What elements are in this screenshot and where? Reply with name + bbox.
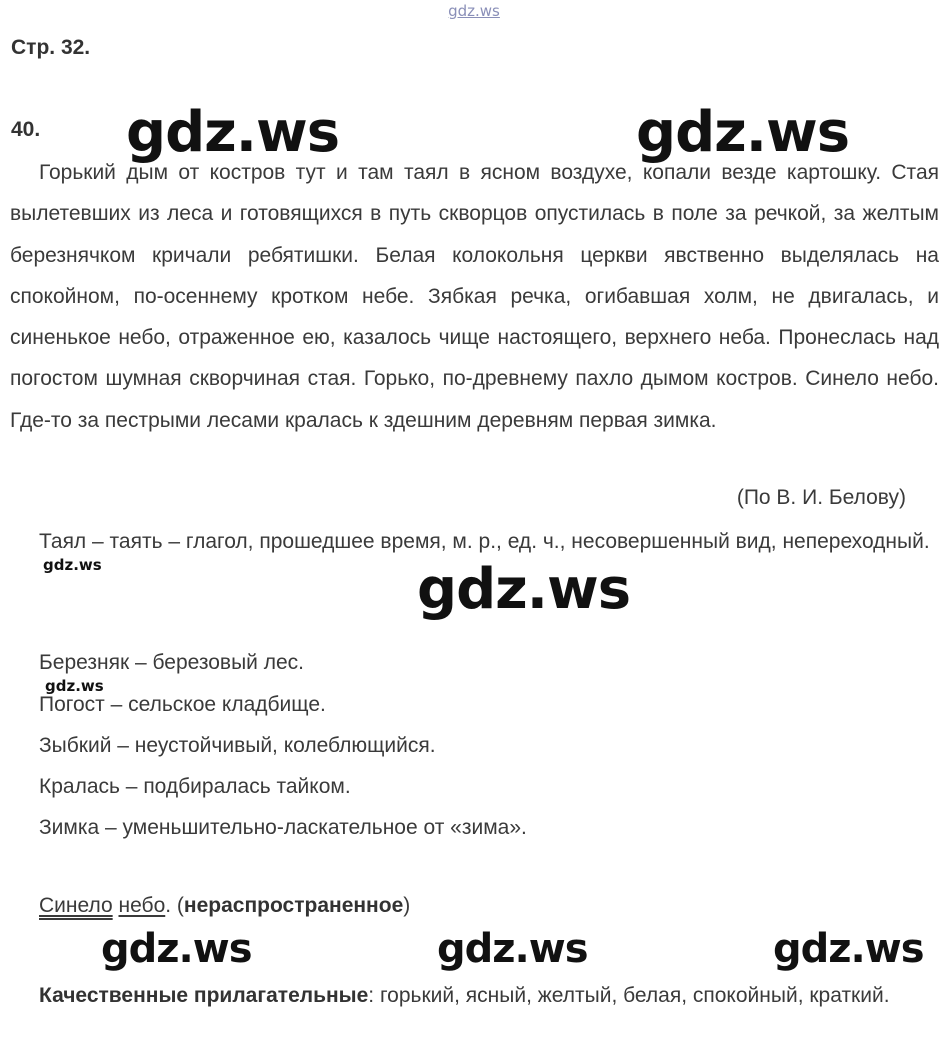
glossary-item: Погост – сельское кладбище. — [39, 693, 326, 716]
sentence-type: нераспространенное — [183, 894, 404, 917]
watermark-large: gdz.ws — [636, 100, 850, 165]
watermark-small: gdz.ws — [45, 677, 104, 695]
watermark-large: gdz.ws — [417, 557, 631, 622]
glossary-item: Зимка – уменьшительно-ласкательное от «зима». — [39, 816, 527, 839]
watermark-top[interactable]: gdz.ws — [448, 2, 500, 20]
qualitative-adjectives — [10, 976, 939, 1016]
watermark-small: gdz.ws — [43, 556, 102, 574]
adjectives-list: : горький, ясный, желтый, белая, спокойный, краткий. — [368, 984, 890, 1007]
morphological-analysis — [10, 522, 939, 562]
page-reference: Стр. 32. — [11, 36, 91, 59]
watermark-medium: gdz.ws — [773, 926, 924, 972]
passage-author: (По В. И. Белову) — [736, 486, 906, 509]
watermark-medium: gdz.ws — [101, 926, 252, 972]
sentence-close: ) — [403, 894, 411, 917]
sentence-punct: . ( — [165, 894, 184, 917]
glossary-item: Зыбкий – неустойчивый, колеблющийся. — [39, 734, 436, 757]
glossary-item: Березняк – березовый лес. — [39, 651, 305, 674]
exercise-number: 40. — [11, 118, 41, 141]
adjectives-label: Качественные прилагательные — [39, 984, 369, 1007]
glossary-item: Кралась – подбиралась тайком. — [39, 775, 351, 798]
watermark-large: gdz.ws — [126, 100, 340, 165]
analysis-paragraph: Таял – таять – глагол, прошедшее время, м. р., ед. ч., несовершенный вид, непереходный. — [39, 530, 930, 553]
watermark-medium: gdz.ws — [437, 926, 588, 972]
passage-text — [10, 152, 939, 441]
passage-paragraph: Горький дым от костров тут и там таял в ясном воздухе, копали везде картошку. Стая вылетевших из леса и готовящихся в путь скворцов опустилась в поле за речкой, за желтым березнячком кричали ребятишки. Белая колокольня церкви явственно выделялась на спокойном, по-осеннему кротком небе. Зябкая речка, огибавшая холм, не двигалась, и синенькое небо, отраженное ею, казалось чище настоящего, верхнего неба. Пронеслась над погостом шумная скворчиная стая. Горько, по-древнему пахло дымом костров. Синело небо. Где-то за пестрыми лесами кралась к здешним деревням первая зимка. — [10, 161, 939, 432]
sentence-subject: небо — [118, 894, 166, 917]
sentence-predicate: Синело — [39, 894, 113, 917]
adjectives-paragraph — [10, 976, 939, 1016]
sentence-analysis — [39, 894, 410, 918]
